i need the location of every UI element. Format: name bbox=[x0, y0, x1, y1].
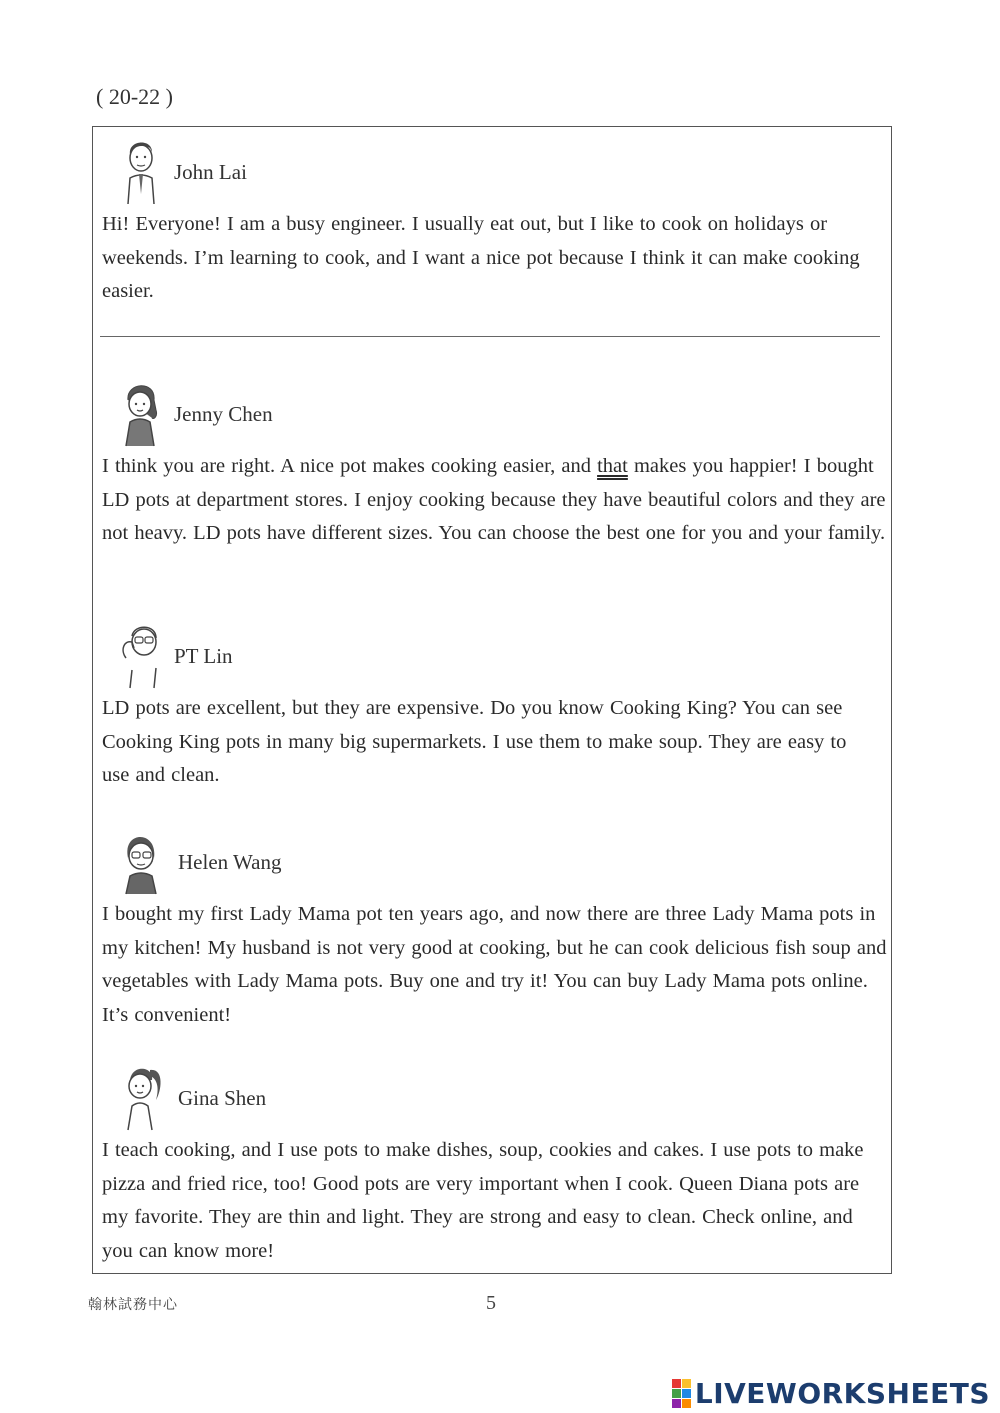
post-helen-wang bbox=[102, 824, 887, 1032]
post-jenny-chen bbox=[102, 376, 887, 551]
post-text-part: I think you are right. A nice pot makes cooking easier, and bbox=[102, 455, 598, 477]
post-text bbox=[102, 450, 887, 551]
publisher-logo: 翰林試務中心 bbox=[88, 1297, 178, 1313]
post-gina-shen bbox=[102, 1060, 887, 1268]
logo-square bbox=[672, 1399, 681, 1408]
underlined-word: that bbox=[597, 455, 628, 477]
logo-square bbox=[682, 1399, 691, 1408]
man-with-tie-icon bbox=[116, 134, 166, 206]
poster-name: Jenny Chen bbox=[174, 402, 273, 426]
liveworksheets-logo-icon bbox=[672, 1379, 691, 1408]
post-text: LD pots are excellent, but they are expensive. Do you know Cooking King? You can see Cooking King pots in many big supermarkets. I use them to make soup. They are easy to use and clean. bbox=[102, 697, 847, 786]
girl-ponytail-icon bbox=[116, 1060, 166, 1132]
logo-square bbox=[682, 1389, 691, 1398]
watermark-text: LIVEWORKSHEETS bbox=[694, 1376, 990, 1410]
post-text: Hi! Everyone! I am a busy engineer. I usually eat out, but I like to cook on holidays or weekends. I’m learning to cook, and I want a nice pot because I think it can make cooking easier. bbox=[102, 213, 860, 302]
section-divider bbox=[100, 336, 880, 337]
woman-glasses-icon bbox=[116, 824, 166, 896]
post-pt-lin bbox=[102, 618, 887, 793]
post-text: I teach cooking, and I use pots to make dishes, soup, cookies and cakes. I use pots to make pizza and fried rice, too! Good pots are very important when I cook. Queen Diana pots are my favorite. They are thin and light. They are strong and easy to clean. Check online, and you can know more! bbox=[102, 1139, 864, 1262]
poster-name: Helen Wang bbox=[178, 850, 282, 874]
poster-name: PT Lin bbox=[174, 644, 233, 668]
person-thinking-glasses-icon bbox=[116, 618, 166, 690]
logo-square bbox=[672, 1379, 681, 1388]
poster-name: John Lai bbox=[174, 160, 247, 184]
page-number: 5 bbox=[486, 1292, 496, 1314]
logo-square bbox=[672, 1389, 681, 1398]
post-text-part: makes you happier! I bought LD pots at department stores. I enjoy cooking because they have beautiful colors and they are not heavy. LD pots have different sizes. You can choose the best one for you and your family. bbox=[102, 455, 886, 544]
poster-name: Gina Shen bbox=[178, 1086, 267, 1110]
woman-ponytail-icon bbox=[116, 376, 166, 448]
post-text: I bought my first Lady Mama pot ten years ago, and now there are three Lady Mama pots in my kitchen! My husband is not very good at cooking, but he can cook delicious fish soup and vegetables with Lady Mama pots. Buy one and try it! You can buy Lady Mama pots online. It’s convenient! bbox=[102, 903, 887, 1026]
liveworksheets-watermark bbox=[672, 1378, 990, 1408]
logo-square bbox=[682, 1379, 691, 1388]
post-john-lai bbox=[102, 134, 887, 309]
question-range: ( 20-22 ) bbox=[96, 84, 173, 109]
